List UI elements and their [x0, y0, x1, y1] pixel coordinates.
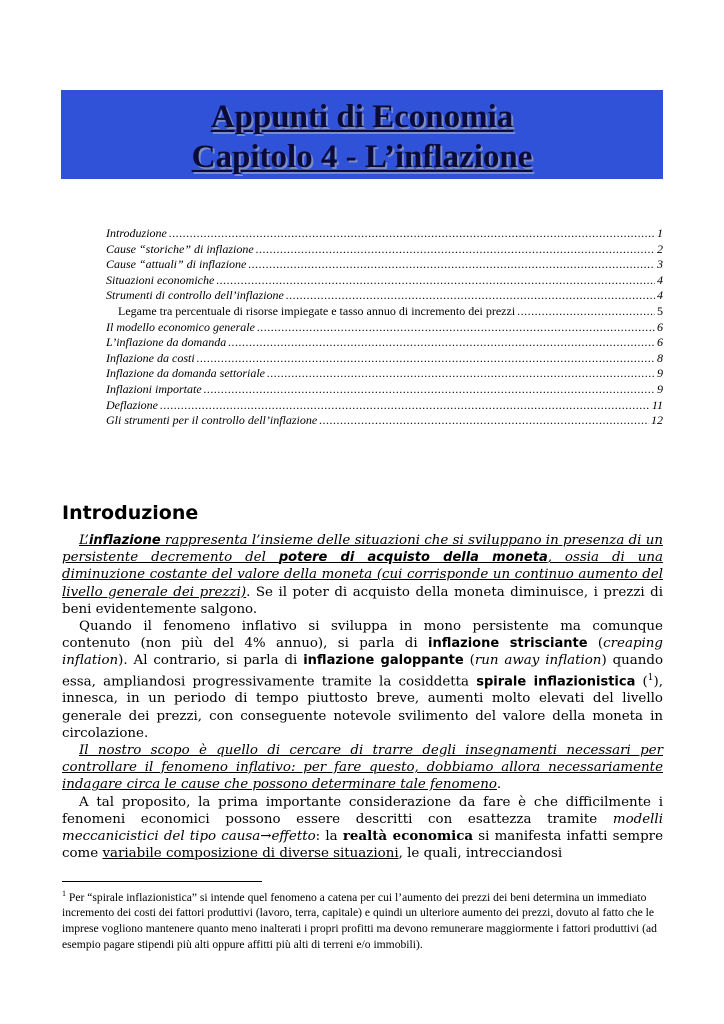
toc-leader	[228, 335, 655, 351]
toc-page: 4	[657, 272, 663, 287]
toc-page: 2	[657, 241, 663, 256]
key-term: inflazione galoppante	[303, 653, 464, 669]
toc-leader	[169, 226, 655, 242]
text-run: si manifesta infatti sempre come	[62, 828, 663, 862]
toc-page: 1	[657, 226, 663, 240]
text-run: modelli meccanicistici del tipo causa→effetto	[62, 811, 663, 844]
toc-label: Il modello economico generale	[106, 319, 255, 334]
toc-entry[interactable]	[106, 320, 663, 336]
toc-leader	[204, 382, 655, 398]
section-body	[62, 532, 663, 862]
toc-entry[interactable]	[106, 273, 663, 289]
toc-page: 9	[657, 366, 663, 381]
toc-label: Inflazioni importate	[106, 381, 202, 396]
footnote-mark: 1	[62, 889, 66, 898]
toc-entry[interactable]	[106, 398, 663, 414]
text-run: Il nostro scopo è quello di cercare di trarre degli insegnamenti necessari per controllare il fenomeno inflativo: per fare questo, dobbiamo allora necessariamente indagare circa le cause che possono determinare tale fenomeno	[62, 742, 663, 793]
paragraph	[62, 532, 663, 618]
toc-leader	[517, 304, 655, 320]
toc-leader	[248, 257, 655, 273]
toc-label: Legame tra percentuale di risorse impiegate e tasso annuo di incremento dei prezzi	[118, 303, 516, 318]
toc-entry[interactable]	[106, 257, 663, 273]
toc-page: 4	[657, 288, 663, 303]
toc-entry[interactable]	[106, 382, 663, 398]
paragraph	[62, 618, 663, 742]
toc-label: Cause “storiche” di inflazione	[106, 241, 254, 256]
toc-leader	[256, 242, 655, 258]
text-run: ). Al contrario, si parla di	[118, 653, 304, 669]
text-run: : la	[315, 828, 343, 844]
text-run: A tal proposito, la prima importante considerazione da fare è che difficilmente i fenomeni economici possono essere descritti con esattezza tramite	[62, 794, 663, 827]
toc-entry[interactable]	[106, 413, 663, 429]
footnote-ref[interactable]: 1	[647, 672, 654, 683]
section-heading: Introduzione	[62, 502, 199, 524]
text-run: , le quali, intrecciandosi	[398, 846, 563, 862]
footnote-text: Per “spirale inflazionistica” si intende quel fenomeno a catena per cui l’aumento dei prezzi dei beni determina un immediato incremento dei costi dei fattori produttivi (lavoro, terra, capitale) e quindi un ulteriore aumento dei prezzi, dovuto al fatto che le imprese vogliono mantenere quanto meno inalterati i propri profitti ma devono remunerare maggiormente i fattori produttivi (ad esempio pagare stipendi più alti oppure affitti più alti di terreni e/o immobili).	[62, 890, 657, 951]
text-run: (	[463, 653, 475, 669]
toc-leader	[160, 398, 650, 414]
toc-entry[interactable]	[106, 366, 663, 382]
toc-leader	[286, 288, 655, 304]
text-run: . Se il poter di acquisto della moneta diminuisce, i prezzi di beni evidentemente salgono.	[62, 584, 663, 617]
toc-label: Inflazione da domanda settoriale	[106, 366, 265, 381]
footnote	[62, 886, 663, 952]
text-run: (	[587, 636, 604, 652]
key-term: inflazione	[88, 533, 161, 548]
toc-label: L’inflazione da domanda	[106, 335, 227, 350]
toc-label: Situazioni economiche	[106, 272, 215, 287]
text-run: run away inflation	[474, 653, 602, 669]
toc-entry[interactable]	[106, 335, 663, 351]
toc-label: Deflazione	[106, 397, 158, 412]
toc-entry[interactable]	[106, 242, 663, 258]
text-run: (	[635, 674, 648, 690]
toc-page: 12	[651, 413, 663, 428]
footnote-separator	[62, 881, 262, 882]
toc-leader	[257, 320, 655, 336]
toc-label: Cause “attuali” di inflazione	[106, 257, 247, 272]
text-run: Quando il fenomeno inflativo si sviluppa in mono persistente ma comunque contenuto (non più del 4% annuo), si parla di	[62, 619, 663, 652]
text-run: .	[496, 777, 502, 793]
toc-page: 6	[657, 319, 663, 334]
title-banner	[61, 90, 663, 179]
text-run: creaping inflation	[62, 636, 663, 669]
text-run: rappresenta l’insieme delle situazioni che si sviluppano in presenza di un persistente decremento del	[62, 533, 663, 566]
toc-leader	[216, 273, 655, 289]
toc-entry[interactable]	[106, 288, 663, 304]
doc-title: Appunti di Economia	[210, 99, 514, 135]
toc-page: 3	[657, 257, 663, 272]
toc-entry[interactable]	[106, 226, 663, 242]
toc-page: 5	[657, 303, 663, 318]
toc-page: 8	[657, 350, 663, 365]
key-term: potere di acquisto della moneta	[278, 550, 548, 566]
key-term: realtà economica	[342, 827, 474, 844]
toc-entry[interactable]	[106, 351, 663, 367]
toc-subentry[interactable]	[106, 304, 663, 320]
toc-page: 9	[657, 381, 663, 396]
text-run: L’	[79, 533, 89, 548]
text-run: ), innesca, in un periodo di tempo piuttosto breve, aumenti molto elevati del livello generale dei prezzi, con conseguente notevole svilimento del valore della moneta in circolazione.	[62, 674, 664, 741]
toc-label: Strumenti di controllo dell’inflazione	[106, 288, 284, 303]
toc-label: Gli strumenti per il controllo dell’inflazione	[106, 413, 318, 428]
key-term: inflazione strisciante	[428, 636, 588, 652]
toc-leader	[267, 366, 655, 382]
paragraph	[62, 742, 663, 794]
paragraph	[62, 794, 663, 863]
text-run: ) quando essa, ampliandosi progressivamente tramite la cosiddetta	[62, 653, 664, 690]
toc-page: 6	[657, 335, 663, 350]
toc-leader	[197, 351, 655, 367]
chapter-title: Capitolo 4 - L’inflazione	[191, 139, 533, 175]
text-run: , ossia di una diminuzione costante del valore della moneta (cui corrisponde un continuo aumento del livello generale dei prezzi)	[62, 550, 664, 600]
toc-label: Inflazione da costi	[106, 350, 195, 365]
toc-leader	[319, 413, 649, 429]
toc-page: 11	[651, 397, 663, 412]
key-term: spirale inflazionistica	[476, 674, 636, 690]
toc-label: Introduzione	[106, 226, 167, 240]
table-of-contents	[106, 226, 663, 429]
text-run: variabile composizione di diverse situazioni	[102, 846, 399, 862]
